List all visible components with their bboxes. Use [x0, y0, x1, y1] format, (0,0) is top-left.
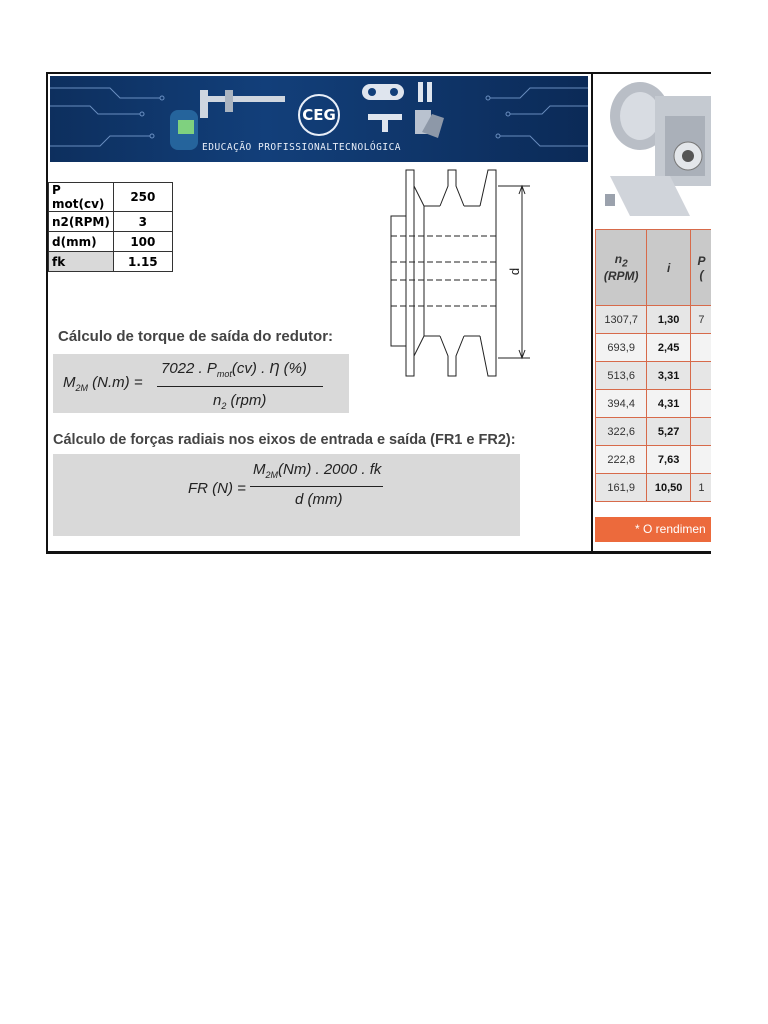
force-denominator: d (mm) — [295, 491, 343, 508]
header-banner — [50, 76, 588, 162]
param-label: n2(RPM) — [49, 212, 114, 232]
radial-forces-heading: Cálculo de forças radiais nos eixos de entrada e saída (FR1 e FR2): — [53, 432, 516, 448]
chain-link-icon — [362, 82, 444, 138]
header-i: i — [647, 230, 691, 306]
table-row: 222,8 7,63 — [596, 446, 712, 474]
table-row — [49, 212, 173, 232]
reducer-data-table — [595, 229, 711, 502]
param-value[interactable]: 1.15 — [113, 252, 172, 272]
param-value[interactable]: 100 — [113, 232, 172, 252]
radial-force-formula-box — [53, 454, 520, 536]
table-row — [49, 252, 173, 272]
column-divider — [591, 74, 593, 554]
param-label: P mot(cv) — [49, 183, 114, 212]
torque-numerator: 7022 . $P_{mot}(cv)$ . Ƞ (%) — [161, 360, 307, 379]
parameters-table — [48, 182, 173, 272]
gear-reducer-photo — [600, 76, 711, 226]
torque-formula-box — [53, 354, 349, 413]
table-row: 394,4 4,31 — [596, 390, 712, 418]
table-row: 161,9 10,50 1 — [596, 474, 712, 502]
dimension-label: d — [507, 267, 523, 276]
efficiency-note: * O rendimen — [595, 517, 711, 542]
force-numerator: $M_{2M}(Nm)$ . 2000 . fk — [253, 461, 382, 480]
torque-lhs: $M_{2M}$ (N.m) = — [63, 374, 143, 393]
ceg-logo: CEG — [298, 94, 340, 136]
fraction-line — [157, 386, 323, 387]
table-row: 1307,7 1,30 7 — [596, 306, 712, 334]
force-lhs: FR (N) = — [188, 480, 246, 497]
fraction-line — [250, 486, 383, 487]
caliper-icon — [170, 90, 285, 150]
table-row — [49, 183, 173, 212]
torque-heading: Cálculo de torque de saída do redutor: — [58, 328, 334, 345]
header-p: P ( — [690, 230, 711, 306]
param-value[interactable]: 250 — [113, 183, 172, 212]
banner-subtitle: EDUCAÇÃO PROFISSIONALTECNOLÓGICA — [202, 142, 402, 153]
table-row: 513,6 3,31 — [596, 362, 712, 390]
param-value[interactable]: 3 — [113, 212, 172, 232]
table-row: 693,9 2,45 — [596, 334, 712, 362]
param-label: fk — [49, 252, 114, 272]
spreadsheet-sheet — [46, 72, 711, 554]
torque-denominator: $n_2$ (rpm) — [213, 392, 267, 411]
table-row — [49, 232, 173, 252]
param-label: d(mm) — [49, 232, 114, 252]
table-row: 322,6 5,27 — [596, 418, 712, 446]
header-n2: $n_2$ (RPM) — [596, 230, 647, 306]
